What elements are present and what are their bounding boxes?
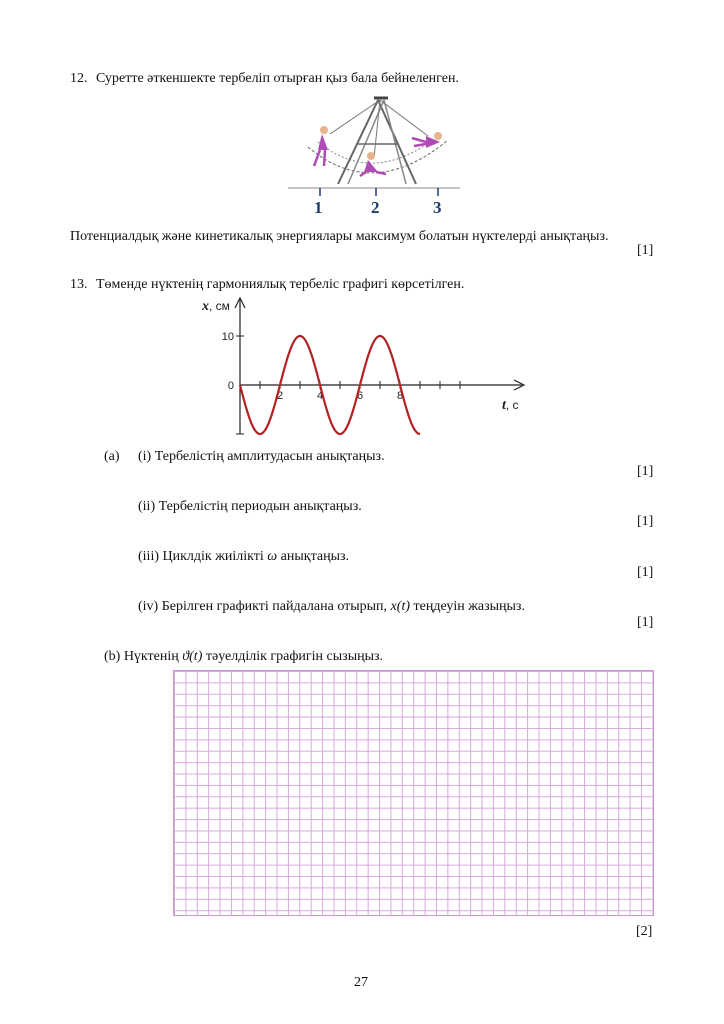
q13-part-b-pre: (b) Нүктенің	[104, 649, 179, 664]
swing-label-3: 3	[433, 198, 442, 217]
y-tick-label-10: 10	[221, 331, 234, 343]
graph-paper-grid[interactable]	[173, 670, 654, 916]
y-axis-label: x, см	[202, 299, 230, 314]
q13-sub-ii: (ii) Тербелістің периодын анықтаңыз.	[138, 499, 362, 514]
q13-part-b	[104, 648, 383, 665]
q13-sub-iv-symbol: x(t)	[390, 599, 410, 614]
q12-text: Суретте әткеншекте тербеліп отырған қыз бала бейнеленген.	[96, 71, 459, 86]
swing-label-2: 2	[371, 198, 380, 217]
q12-question: Потенциалдық және кинетикалық энергиялары максимум болатын нүктелерді анықтаңыз.	[70, 229, 609, 244]
q13-sub-iv-post: теңдеуін жазыңыз.	[413, 599, 525, 614]
q13-mark-b: [2]	[636, 924, 653, 939]
page-number: 27	[354, 975, 368, 990]
q13-sub-iii-symbol: ω	[267, 549, 278, 564]
q13-sub-iv-pre: (iv) Берілген графикті пайдалана отырып,	[138, 599, 388, 614]
girl-position-3	[412, 132, 442, 148]
q12-number: 12.	[70, 71, 88, 86]
q13-sub-i: (i) Тербелістің амплитудасын анықтаңыз.	[138, 449, 385, 464]
q13-mark-i: [1]	[637, 464, 654, 479]
y-tick-label-0: 0	[227, 380, 234, 392]
q13-sub-iii-post: анықтаңыз.	[280, 549, 350, 564]
q13-mark-ii: [1]	[637, 514, 654, 529]
swing-label-1: 1	[314, 198, 323, 217]
x-axis-label: t, с	[502, 398, 519, 413]
x-tick-label-2: 2	[277, 390, 284, 402]
oscillation-chart	[200, 294, 540, 444]
q13-part-a-label: (a)	[104, 449, 120, 464]
q13-part-b-post: тәуелділік графигін сызыңыз.	[205, 649, 384, 664]
x-tick-label-6: 6	[357, 390, 364, 402]
q13-sub-iv	[138, 598, 525, 615]
x-tick-label-4: 4	[317, 390, 324, 402]
q13-text: Төменде нүктенің гармониялық тербеліс графигі көрсетілген.	[96, 277, 465, 292]
q13-part-b-symbol: ϑ(t)	[182, 649, 203, 664]
x-tick-label-8: 8	[397, 390, 404, 402]
q13-sub-iii	[138, 548, 349, 565]
swing-figure	[288, 92, 460, 220]
q13-mark-iv: [1]	[637, 615, 654, 630]
q13-mark-iii: [1]	[637, 565, 654, 580]
q13-sub-iii-pre: (iii) Циклдік жиілікті	[138, 549, 264, 564]
q13-number: 13.	[70, 277, 88, 292]
q12-mark: [1]	[637, 243, 654, 258]
chart-svg	[200, 294, 540, 444]
